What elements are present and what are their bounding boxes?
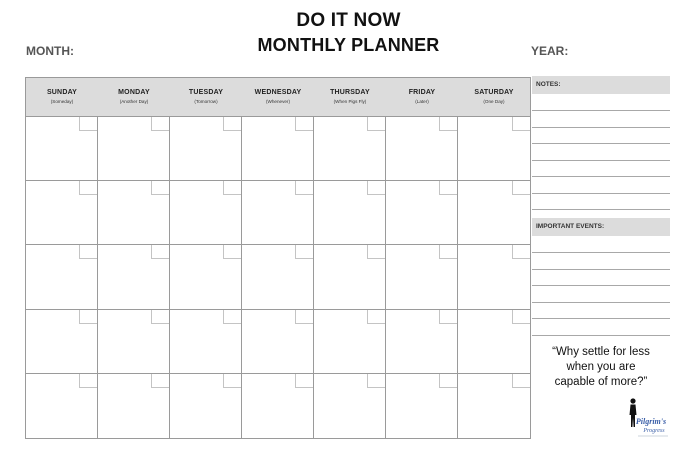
day-name: SUNDAY xyxy=(46,89,78,96)
day-name: SATURDAY xyxy=(474,89,514,96)
quote-line-2: when you are xyxy=(566,361,636,373)
svg-text:Progress: Progress xyxy=(643,428,665,434)
notes-line[interactable] xyxy=(532,143,670,144)
date-number-box[interactable] xyxy=(439,374,457,388)
day-header-sunday xyxy=(26,78,98,116)
day-cell[interactable] xyxy=(26,181,98,245)
day-cell[interactable] xyxy=(170,245,242,309)
day-subtitle: (One Day) xyxy=(483,99,505,104)
quote-line-1: “Why settle for less xyxy=(552,346,650,358)
event-line[interactable] xyxy=(532,318,670,319)
day-cell[interactable] xyxy=(386,117,458,181)
date-number-box[interactable] xyxy=(295,117,313,131)
day-subtitle: (Another Day) xyxy=(119,99,149,104)
date-number-box[interactable] xyxy=(512,117,530,131)
day-cell[interactable] xyxy=(98,245,170,309)
date-number-box[interactable] xyxy=(79,117,97,131)
motivational-quote xyxy=(532,345,670,390)
day-cell[interactable] xyxy=(170,181,242,245)
date-number-box[interactable] xyxy=(223,117,241,131)
walking-figure-icon xyxy=(624,397,670,439)
notes-line[interactable] xyxy=(532,110,670,111)
day-cell[interactable] xyxy=(386,374,458,438)
event-line[interactable] xyxy=(532,335,670,336)
date-number-box[interactable] xyxy=(79,310,97,324)
day-cell[interactable] xyxy=(26,310,98,374)
year-label: YEAR: xyxy=(531,44,569,58)
date-number-box[interactable] xyxy=(151,310,169,324)
date-number-box[interactable] xyxy=(367,310,385,324)
event-line[interactable] xyxy=(532,252,670,253)
day-header-wednesday xyxy=(242,78,314,116)
calendar-header xyxy=(26,78,530,117)
day-cell[interactable] xyxy=(170,310,242,374)
date-number-box[interactable] xyxy=(223,245,241,259)
date-number-box[interactable] xyxy=(439,117,457,131)
day-cell[interactable] xyxy=(242,117,314,181)
day-cell[interactable] xyxy=(314,117,386,181)
day-cell[interactable] xyxy=(386,181,458,245)
day-name: WEDNESDAY xyxy=(254,89,302,96)
day-subtitle: (Whenever) xyxy=(266,99,290,104)
event-line[interactable] xyxy=(532,302,670,303)
important-events-header: IMPORTANT EVENTS: xyxy=(532,218,670,236)
day-cell[interactable] xyxy=(98,374,170,438)
day-cell[interactable] xyxy=(386,245,458,309)
date-number-box[interactable] xyxy=(367,117,385,131)
date-number-box[interactable] xyxy=(367,181,385,195)
day-cell[interactable] xyxy=(242,245,314,309)
day-name: THURSDAY xyxy=(330,89,370,96)
quote-line-3: capable of more?” xyxy=(554,376,648,388)
planner-title-line1: DO IT NOW xyxy=(296,10,401,31)
day-subtitle: (Later) xyxy=(415,99,429,104)
day-name: TUESDAY xyxy=(188,89,224,96)
notes-line[interactable] xyxy=(532,160,670,161)
date-number-box[interactable] xyxy=(512,181,530,195)
day-subtitle: (Someday) xyxy=(50,99,74,104)
date-number-box[interactable] xyxy=(512,245,530,259)
day-cell[interactable] xyxy=(26,245,98,309)
date-number-box[interactable] xyxy=(151,117,169,131)
date-number-box[interactable] xyxy=(79,245,97,259)
date-number-box[interactable] xyxy=(295,181,313,195)
day-cell[interactable] xyxy=(458,117,530,181)
day-cell[interactable] xyxy=(26,374,98,438)
date-number-box[interactable] xyxy=(367,374,385,388)
date-number-box[interactable] xyxy=(367,245,385,259)
day-cell[interactable] xyxy=(314,374,386,438)
notes-line[interactable] xyxy=(532,127,670,128)
day-cell[interactable] xyxy=(242,181,314,245)
day-cell[interactable] xyxy=(386,310,458,374)
date-number-box[interactable] xyxy=(223,181,241,195)
date-number-box[interactable] xyxy=(151,181,169,195)
date-number-box[interactable] xyxy=(295,310,313,324)
day-header-saturday xyxy=(458,78,530,116)
day-cell[interactable] xyxy=(314,245,386,309)
date-number-box[interactable] xyxy=(79,181,97,195)
calendar-body xyxy=(26,117,530,438)
planner-title-line2: MONTHLY PLANNER xyxy=(257,35,440,55)
day-cell[interactable] xyxy=(242,374,314,438)
notes-header: NOTES: xyxy=(532,76,670,94)
day-cell[interactable] xyxy=(98,117,170,181)
day-cell[interactable] xyxy=(170,374,242,438)
date-number-box[interactable] xyxy=(295,374,313,388)
day-name: MONDAY xyxy=(118,89,150,96)
notes-line[interactable] xyxy=(532,176,670,177)
date-number-box[interactable] xyxy=(439,245,457,259)
date-number-box[interactable] xyxy=(439,181,457,195)
brand-logo xyxy=(624,397,670,439)
date-number-box[interactable] xyxy=(439,310,457,324)
day-subtitle: (Tomorrow) xyxy=(194,99,218,104)
day-cell[interactable] xyxy=(170,117,242,181)
date-number-box[interactable] xyxy=(223,374,241,388)
day-header-monday xyxy=(98,78,170,116)
day-cell[interactable] xyxy=(98,310,170,374)
day-header-friday xyxy=(386,78,458,116)
date-number-box[interactable] xyxy=(79,374,97,388)
day-name: FRIDAY xyxy=(408,89,436,96)
date-number-box[interactable] xyxy=(512,310,530,324)
day-cell[interactable] xyxy=(458,181,530,245)
notes-line[interactable] xyxy=(532,193,670,194)
day-cell[interactable] xyxy=(314,310,386,374)
calendar-grid xyxy=(25,77,531,439)
date-number-box[interactable] xyxy=(151,374,169,388)
day-cell[interactable] xyxy=(314,181,386,245)
day-header-thursday xyxy=(314,78,386,116)
month-label: MONTH: xyxy=(26,44,74,58)
notes-line[interactable] xyxy=(532,209,670,210)
date-number-box[interactable] xyxy=(512,374,530,388)
date-number-box[interactable] xyxy=(223,310,241,324)
event-line[interactable] xyxy=(532,285,670,286)
day-cell[interactable] xyxy=(98,181,170,245)
day-cell[interactable] xyxy=(242,310,314,374)
date-number-box[interactable] xyxy=(295,245,313,259)
day-header-tuesday xyxy=(170,78,242,116)
day-cell[interactable] xyxy=(458,310,530,374)
day-cell[interactable] xyxy=(458,245,530,309)
date-number-box[interactable] xyxy=(151,245,169,259)
day-subtitle: (When Pigs Fly) xyxy=(333,99,367,104)
svg-text:Pilgrim's: Pilgrim's xyxy=(635,417,667,426)
day-cell[interactable] xyxy=(26,117,98,181)
day-cell[interactable] xyxy=(458,374,530,438)
event-line[interactable] xyxy=(532,269,670,270)
